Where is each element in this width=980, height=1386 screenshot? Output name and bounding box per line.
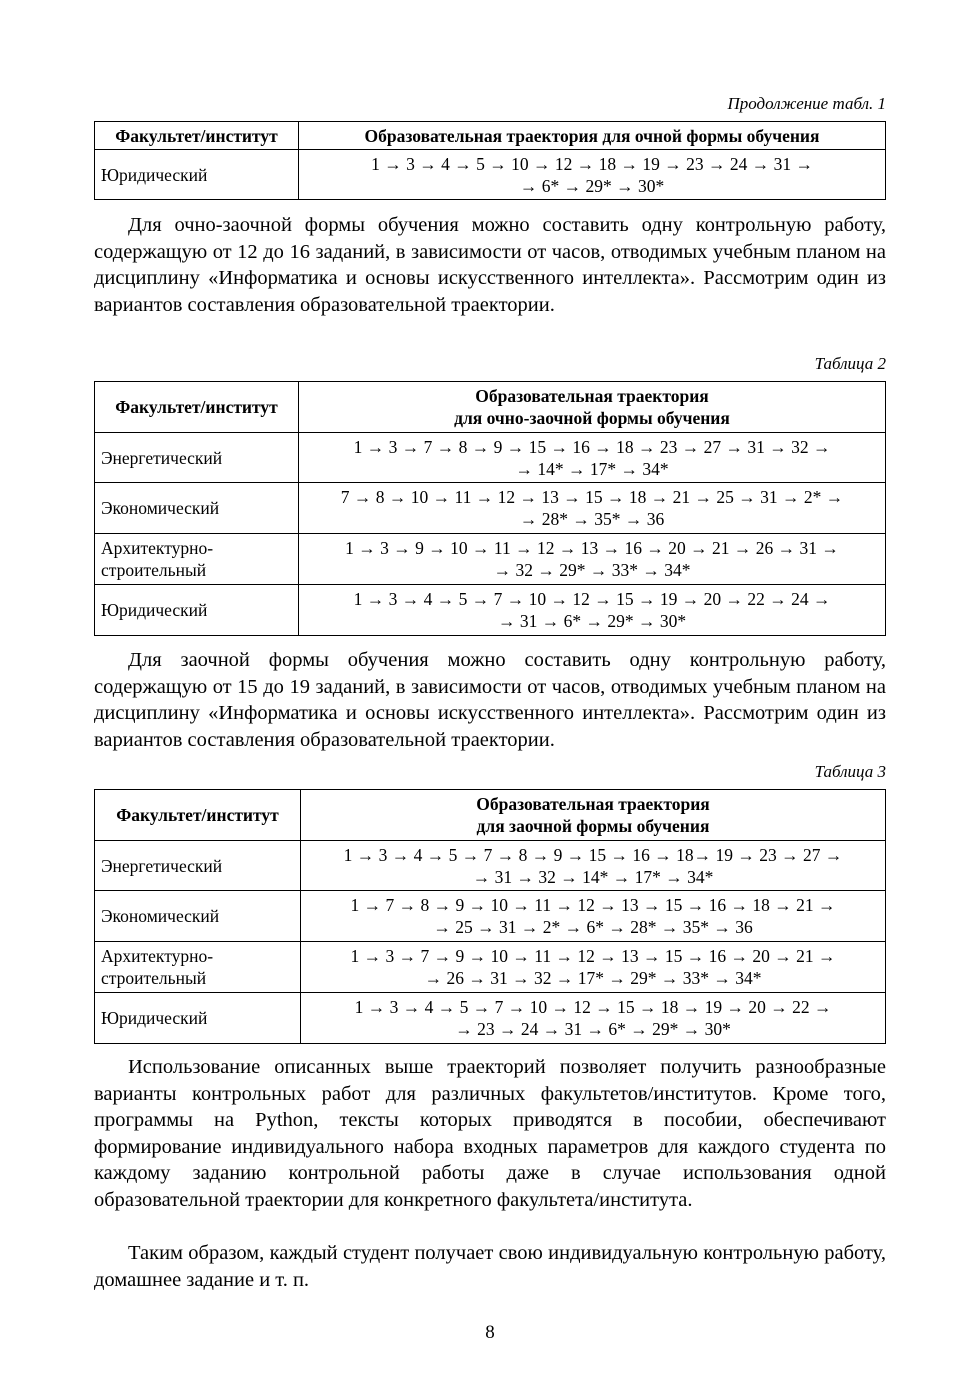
paragraph: Использование описанных выше траекторий позволяет получить разнообразные варианты контрольных работ для различных факультетов/институтов. Кроме того, программы на Python, тексты которых приводятся в пособии, обеспечивают формирование индивидуального набора входных параметров для каждого студента по каждому заданию контрольной работы даже в случае использования одной образовательной траектории для конкретного факультета/института. xyxy=(94,1056,886,1211)
table-row xyxy=(95,534,886,585)
header-faculty: Факультет/институт xyxy=(95,382,299,433)
trajectory-line: 7 → 8 → 10 → 11 → 12 → 13 → 15 → 18 → 21 → 25 → 31 → 2* → xyxy=(340,487,844,507)
header-trajectory xyxy=(301,790,886,841)
trajectory-line: → 28* → 35* → 36 xyxy=(519,509,665,529)
trajectory-line: → 6* → 29* → 30* xyxy=(519,175,665,196)
table1-caption: Продолжение табл. 1 xyxy=(727,94,886,113)
header-trajectory xyxy=(299,382,886,433)
faculty-line: Экономический xyxy=(101,498,220,518)
trajectory-line: → 23 → 24 → 31 → 6* → 29* → 30* xyxy=(455,1019,731,1039)
faculty-cell xyxy=(95,891,301,942)
faculty-line: Экономический xyxy=(101,906,220,926)
header-trajectory-line: для заочной формы обучения xyxy=(476,816,710,836)
table-header-row xyxy=(95,382,886,433)
trajectory-line: 1 → 3 → 9 → 10 → 11 → 12 → 13 → 16 → 20 → 21 → 26 → 31 → xyxy=(345,538,839,558)
header-trajectory-line: для очно-заочной формы обучения xyxy=(454,408,730,428)
trajectory-line: 1 → 3 → 4 → 5 → 7 → 8 → 9 → 15 → 16 → 18→ 19 → 23 → 27 → xyxy=(343,844,843,865)
faculty-line: строительный xyxy=(101,560,207,580)
table-row xyxy=(95,993,886,1044)
trajectory-cell xyxy=(299,585,886,636)
table-row xyxy=(95,433,886,483)
trajectory-line: → 31 → 32 → 14* → 17* → 34* xyxy=(472,866,714,887)
trajectory-cell xyxy=(301,841,886,891)
trajectory-cell xyxy=(299,534,886,585)
trajectory-line: → 14* → 17* → 34* xyxy=(515,458,669,479)
paragraph: Для очно-заочной формы обучения можно составить одну контрольную работу, содержащую от 12 до 16 заданий, в зависимости от часов, отводимых учебным планом на дисциплину «Информатика и основы искусственного интеллекта». Рассмотрим один из вариантов составления образовательной траектории. xyxy=(94,214,886,316)
faculty-line: Архитектурно- xyxy=(101,538,214,558)
table-row xyxy=(95,891,886,942)
header-faculty: Факультет/институт xyxy=(95,790,301,841)
table-row xyxy=(95,585,886,636)
header-trajectory-line: Образовательная траектория xyxy=(476,794,710,814)
table-row xyxy=(95,942,886,993)
trajectory-line: 1 → 3 → 4 → 5 → 7 → 10 → 12 → 15 → 18 → 19 → 20 → 22 → xyxy=(354,997,832,1017)
trajectory-line: 1 → 3 → 7 → 8 → 9 → 15 → 16 → 18 → 23 → 27 → 31 → 32 → xyxy=(353,436,831,457)
table3-caption: Таблица 3 xyxy=(814,762,886,781)
header-trajectory-line: Образовательная траектория xyxy=(475,386,709,406)
faculty-cell xyxy=(95,585,299,636)
faculty-cell xyxy=(95,433,299,483)
table3 xyxy=(94,789,886,1044)
faculty-cell: Юридический xyxy=(95,150,299,200)
table2 xyxy=(94,381,886,636)
trajectory-cell xyxy=(299,483,886,534)
trajectory-line: → 25 → 31 → 2* → 6* → 28* → 35* → 36 xyxy=(433,917,753,937)
trajectory-line: → 32 → 29* → 33* → 34* xyxy=(493,560,691,580)
trajectory-cell xyxy=(299,150,886,200)
faculty-cell xyxy=(95,993,301,1044)
trajectory-line: 1 → 3 → 4 → 5 → 10 → 12 → 18 → 19 → 23 → 24 → 31 → xyxy=(371,153,813,174)
faculty-cell xyxy=(95,841,301,891)
faculty-line: Архитектурно- xyxy=(101,946,214,966)
faculty-cell xyxy=(95,483,299,534)
table-header-row xyxy=(95,790,886,841)
trajectory-line: → 31 → 6* → 29* → 30* xyxy=(497,611,687,631)
table2-caption: Таблица 2 xyxy=(814,354,886,373)
table1 xyxy=(94,121,886,200)
paragraph: Для заочной формы обучения можно составить одну контрольную работу, содержащую от 15 до 19 заданий, в зависимости от часов, отводимых учебным планом на дисциплину «Информатика и основы искусственного интеллекта». Рассмотрим один из вариантов составления образовательной траектории. xyxy=(94,649,886,751)
trajectory-cell xyxy=(299,433,886,483)
faculty-line: Энергетический xyxy=(101,447,223,468)
faculty-line: Юридический xyxy=(101,600,208,620)
trajectory-cell xyxy=(301,891,886,942)
table-row xyxy=(95,483,886,534)
table-header-row xyxy=(95,122,886,150)
header-trajectory: Образовательная траектория для очной формы обучения xyxy=(299,122,886,150)
trajectory-line: 1 → 7 → 8 → 9 → 10 → 11 → 12 → 13 → 15 → 16 → 18 → 21 → xyxy=(350,895,836,915)
faculty-cell xyxy=(95,942,301,993)
paragraph: Таким образом, каждый студент получает свою индивидуальную контрольную работу, домашнее задание и т. п. xyxy=(94,1242,886,1291)
faculty-line: Юридический xyxy=(101,1008,208,1028)
trajectory-line: 1 → 3 → 4 → 5 → 7 → 10 → 12 → 15 → 19 → 20 → 22 → 24 → xyxy=(353,589,831,609)
header-faculty: Факультет/институт xyxy=(95,122,299,150)
faculty-line: строительный xyxy=(101,968,207,988)
trajectory-cell xyxy=(301,993,886,1044)
page-number: 8 xyxy=(485,1322,495,1343)
table-row xyxy=(95,841,886,891)
faculty-line: Энергетический xyxy=(101,855,223,876)
faculty-cell xyxy=(95,534,299,585)
trajectory-cell xyxy=(301,942,886,993)
trajectory-line: → 26 → 31 → 32 → 17* → 29* → 33* → 34* xyxy=(424,968,762,988)
trajectory-line: 1 → 3 → 7 → 9 → 10 → 11 → 12 → 13 → 15 → 16 → 20 → 21 → xyxy=(350,946,836,966)
table-row xyxy=(95,150,886,200)
